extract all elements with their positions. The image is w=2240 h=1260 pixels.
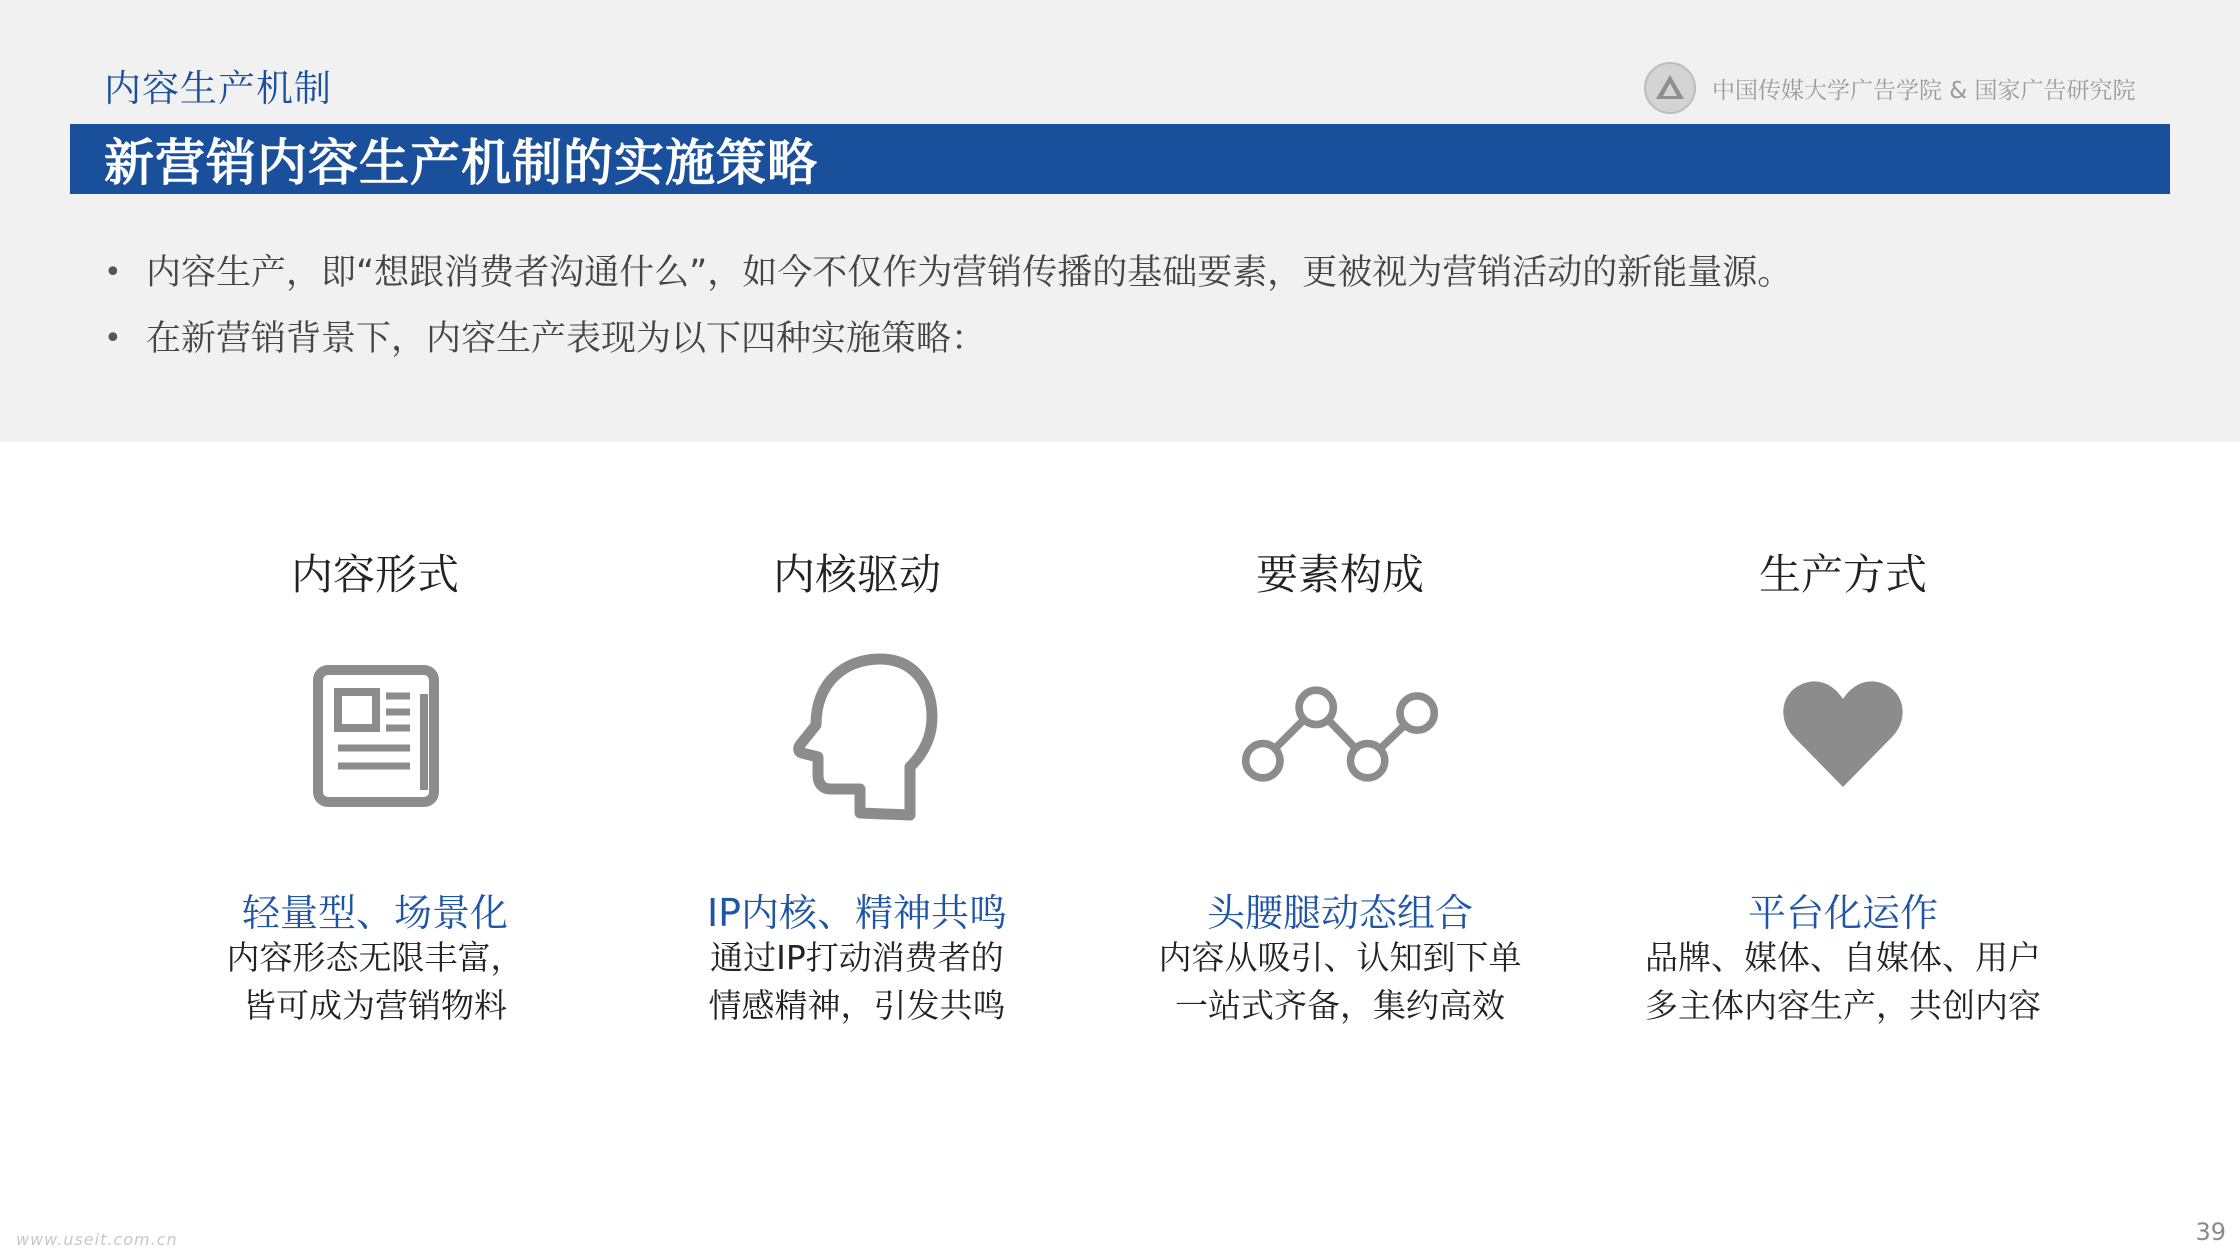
card-desc-line: 皆可成为营销物料	[243, 986, 507, 1025]
card-heading: 生产方式	[1758, 550, 1927, 599]
card-subtitle: 轻量型、场景化	[241, 891, 508, 935]
bullet-item	[100, 240, 2160, 306]
bullet-text: 内容生产，即“想跟消费者沟通什么”，如今不仅作为营销传播的基础要素，更被视为营销活动的新能量源。	[146, 253, 1793, 293]
section-label: 内容生产机制	[104, 67, 332, 110]
newspaper-icon	[275, 635, 475, 835]
strategy-card-core-drive	[637, 530, 1077, 1050]
header-band	[0, 0, 2240, 442]
card-description	[1623, 934, 2063, 1030]
card-subtitle: 平台化运作	[1747, 891, 1938, 935]
strategy-card-production-mode	[1623, 530, 2063, 1050]
bullet-dot-icon: •	[104, 255, 122, 290]
card-heading: 要素构成	[1255, 550, 1424, 599]
card-heading: 内核驱动	[772, 550, 941, 599]
strategy-card-content-form	[155, 530, 595, 1050]
card-desc-line: 一站式齐备，集约高效	[1175, 986, 1505, 1025]
card-heading: 内容形式	[290, 550, 459, 599]
card-desc-line: 内容从吸引、认知到下单	[1158, 938, 1522, 977]
card-description	[155, 934, 595, 1030]
card-description	[1120, 934, 1560, 1030]
head-profile-icon	[757, 635, 957, 835]
org-name: 中国传媒大学广告学院 & 国家广告研究院	[1712, 77, 2136, 104]
card-subtitle: 头腰腿动态组合	[1206, 891, 1473, 935]
page-title: 新营销内容生产机制的实施策略	[104, 134, 818, 192]
card-desc-line: 品牌、媒体、自媒体、用户	[1645, 938, 2041, 977]
university-logo-icon	[1644, 62, 1696, 114]
bullet-text: 在新营销背景下，内容生产表现为以下四种实施策略：	[146, 319, 987, 359]
strategy-cards	[0, 530, 2240, 1050]
title-bar	[70, 124, 2170, 194]
heart-icon	[1743, 635, 1943, 835]
card-desc-line: 内容形态无限丰富，	[226, 938, 524, 977]
bullet-item	[100, 306, 2160, 372]
card-subtitle: IP内核、精神共鸣	[706, 891, 1008, 935]
card-description	[637, 934, 1077, 1030]
intro-bullet-list	[100, 240, 2160, 372]
card-desc-line: 情感精神，引发共鸣	[708, 986, 1006, 1025]
network-nodes-icon	[1240, 635, 1440, 835]
card-desc-line: 多主体内容生产，共创内容	[1645, 986, 2041, 1025]
page-number: 39	[2195, 1218, 2226, 1246]
strategy-card-element-composition	[1120, 530, 1560, 1050]
bullet-dot-icon: •	[104, 321, 122, 356]
card-desc-line: 通过IP打动消费者的	[710, 938, 1004, 977]
org-branding	[1644, 62, 2136, 114]
watermark: www.useit.com.cn	[16, 1230, 178, 1249]
